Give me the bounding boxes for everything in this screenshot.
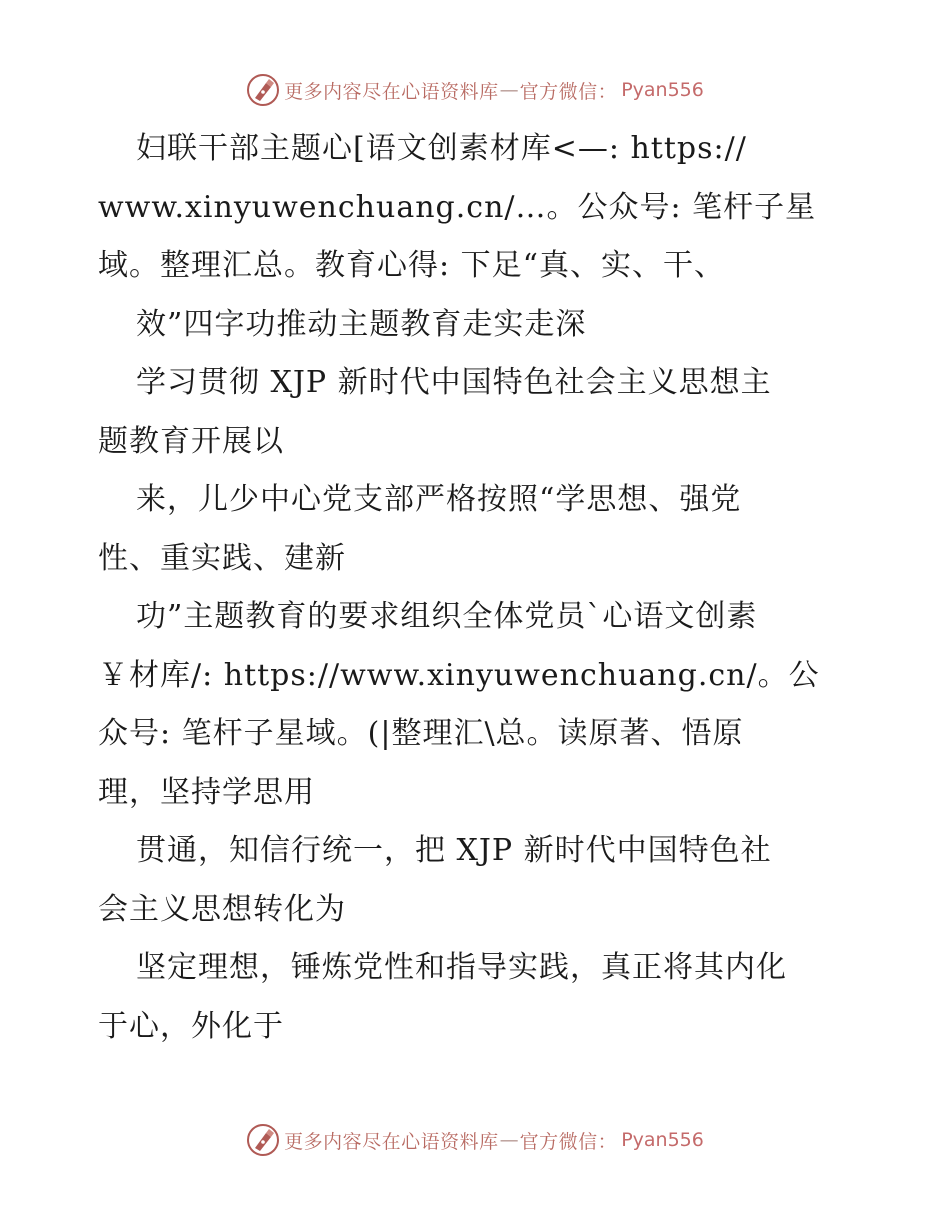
footer-wechat-label: 官方微信： bbox=[519, 1130, 618, 1153]
text-line: 性、重实践、建新 bbox=[98, 540, 346, 576]
text-line: 效”四字功推动主题教育走实走深 bbox=[136, 306, 587, 342]
footer-wechat-id: Pyan556 bbox=[621, 1129, 704, 1151]
text-line: 会主义思想转化为 bbox=[98, 891, 346, 927]
document-body bbox=[98, 120, 858, 1056]
header-promo-text: 更多内容尽在心语资料库 bbox=[284, 80, 499, 103]
text-line: 坚定理想，锤炼党性和指导实践，真正将其内化 bbox=[136, 950, 787, 985]
text-line: 于心，外化于 bbox=[98, 1008, 284, 1044]
pen-nib-logo-icon bbox=[246, 1123, 280, 1157]
header-wechat-id: Pyan556 bbox=[621, 79, 704, 101]
header-banner bbox=[0, 70, 950, 110]
pen-nib-logo-icon bbox=[246, 73, 280, 107]
text-line: 域。整理汇总。教育心得: 下足“真、实、干、 bbox=[98, 248, 725, 283]
header-separator: — bbox=[499, 79, 519, 101]
text-line: 理，坚持学思用 bbox=[98, 774, 315, 810]
footer-promo-text: 更多内容尽在心语资料库 bbox=[284, 1130, 499, 1153]
text-line: ￥材库/: https://www.xinyuwenchuang.cn/。公 bbox=[98, 657, 820, 693]
text-line: 妇联干部主题心[语文创素材库<—: https:// bbox=[136, 131, 747, 166]
footer-separator: — bbox=[499, 1129, 519, 1151]
text-line: 来，儿少中心党支部严格按照“学思想、强党 bbox=[136, 482, 742, 517]
text-line: 众号: 笔杆子星域。(|整理汇\总。读原著、悟原 bbox=[98, 716, 744, 751]
text-line: 功”主题教育的要求组织全体党员`心语文创素 bbox=[136, 599, 758, 634]
text-line: 题教育开展以 bbox=[98, 423, 284, 459]
text-line: www.xinyuwenchuang.cn/…。公众号: 笔杆子星 bbox=[98, 189, 817, 225]
footer-banner bbox=[0, 1120, 950, 1160]
header-wechat-label: 官方微信： bbox=[519, 80, 618, 103]
text-line: 贯通，知信行统一，把 XJP 新时代中国特色社 bbox=[136, 833, 772, 868]
text-line: 学习贯彻 XJP 新时代中国特色社会主义思想主 bbox=[136, 365, 772, 400]
